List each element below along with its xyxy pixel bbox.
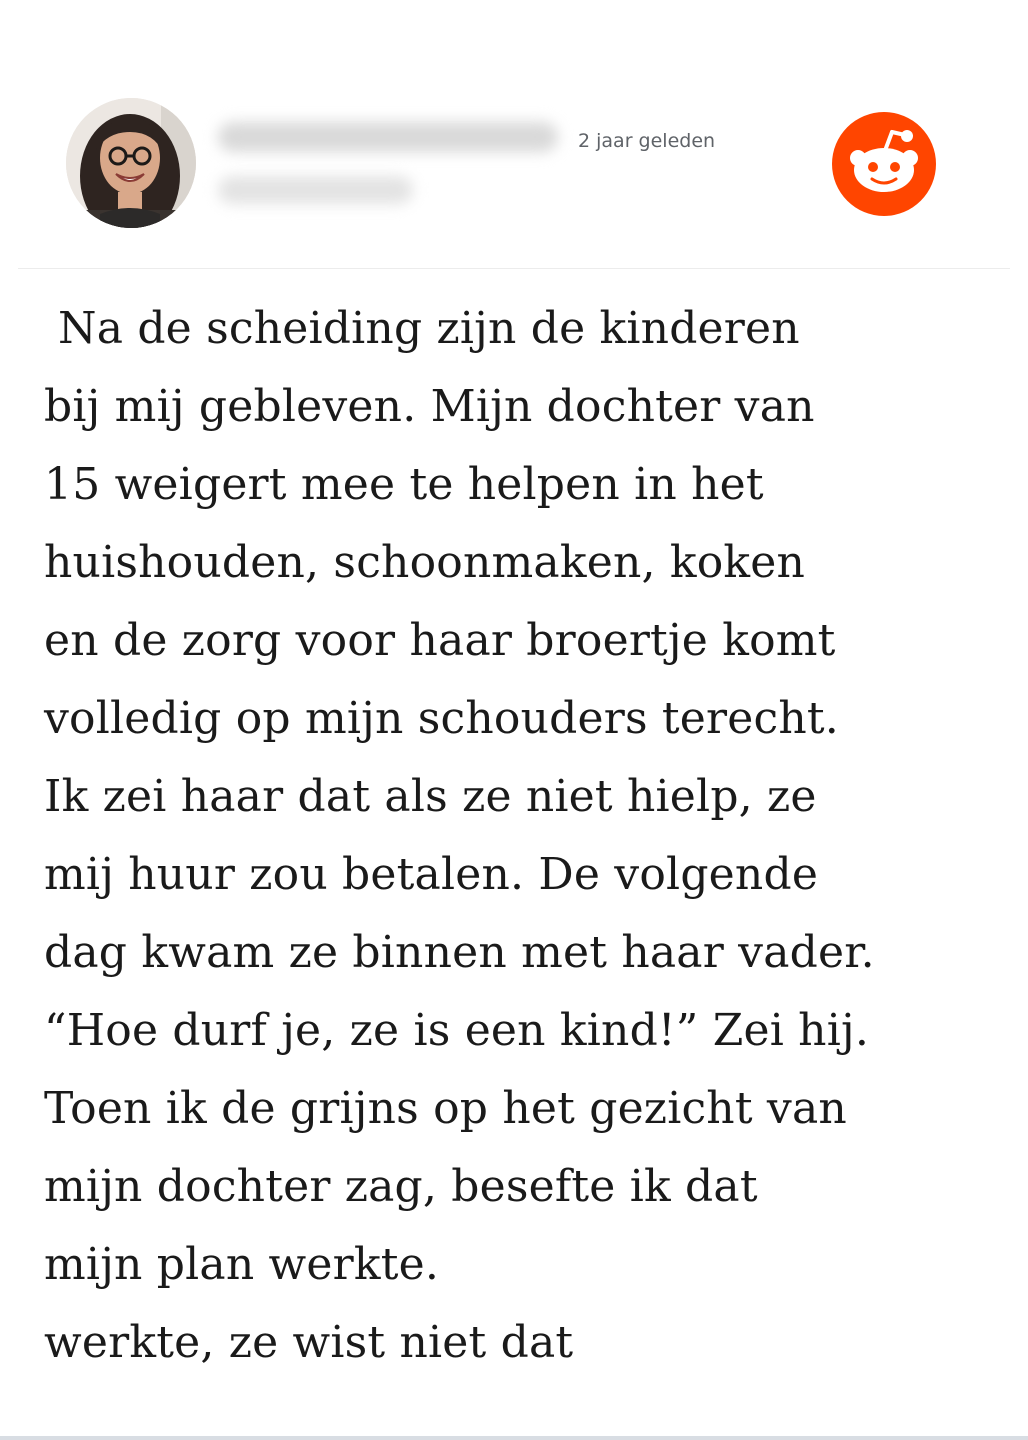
- post-timestamp: 2 jaar geleden: [578, 130, 716, 152]
- bottom-edge: [0, 1436, 1028, 1440]
- body-line: “Hoe durf je, ze is een kind!” Zei hij.: [44, 1005, 870, 1056]
- avatar-photo-icon: [66, 98, 196, 228]
- reddit-icon: [832, 112, 936, 216]
- post-header: [0, 0, 1028, 268]
- body-line: dag kwam ze binnen met haar vader.: [44, 927, 875, 978]
- avatar[interactable]: [66, 98, 196, 228]
- body-line: werkte, ze wist niet dat: [44, 1317, 574, 1368]
- body-line: mij huur zou betalen. De volgende: [44, 849, 819, 900]
- body-line: huishouden, schoonmaken, koken: [44, 537, 806, 588]
- body-line: bij mij gebleven. Mijn dochter van: [44, 381, 815, 432]
- body-line: Toen ik de grijns op het gezicht van: [44, 1083, 847, 1134]
- body-line: mijn dochter zag, besefte ik dat: [44, 1161, 758, 1212]
- body-line: mijn plan werkte.: [44, 1239, 440, 1290]
- body-line: volledig op mijn schouders terecht.: [44, 693, 839, 744]
- author-subline: [218, 176, 413, 204]
- header-divider: [18, 268, 1010, 269]
- body-line: en de zorg voor haar broertje komt: [44, 615, 836, 666]
- post-body: [44, 290, 994, 1382]
- body-line: Ik zei haar dat als ze niet hielp, ze: [44, 771, 817, 822]
- body-line: 15 weigert mee te helpen in het: [44, 459, 764, 510]
- body-line: Na de scheiding zijn de kinderen: [58, 303, 800, 354]
- username[interactable]: [218, 122, 558, 152]
